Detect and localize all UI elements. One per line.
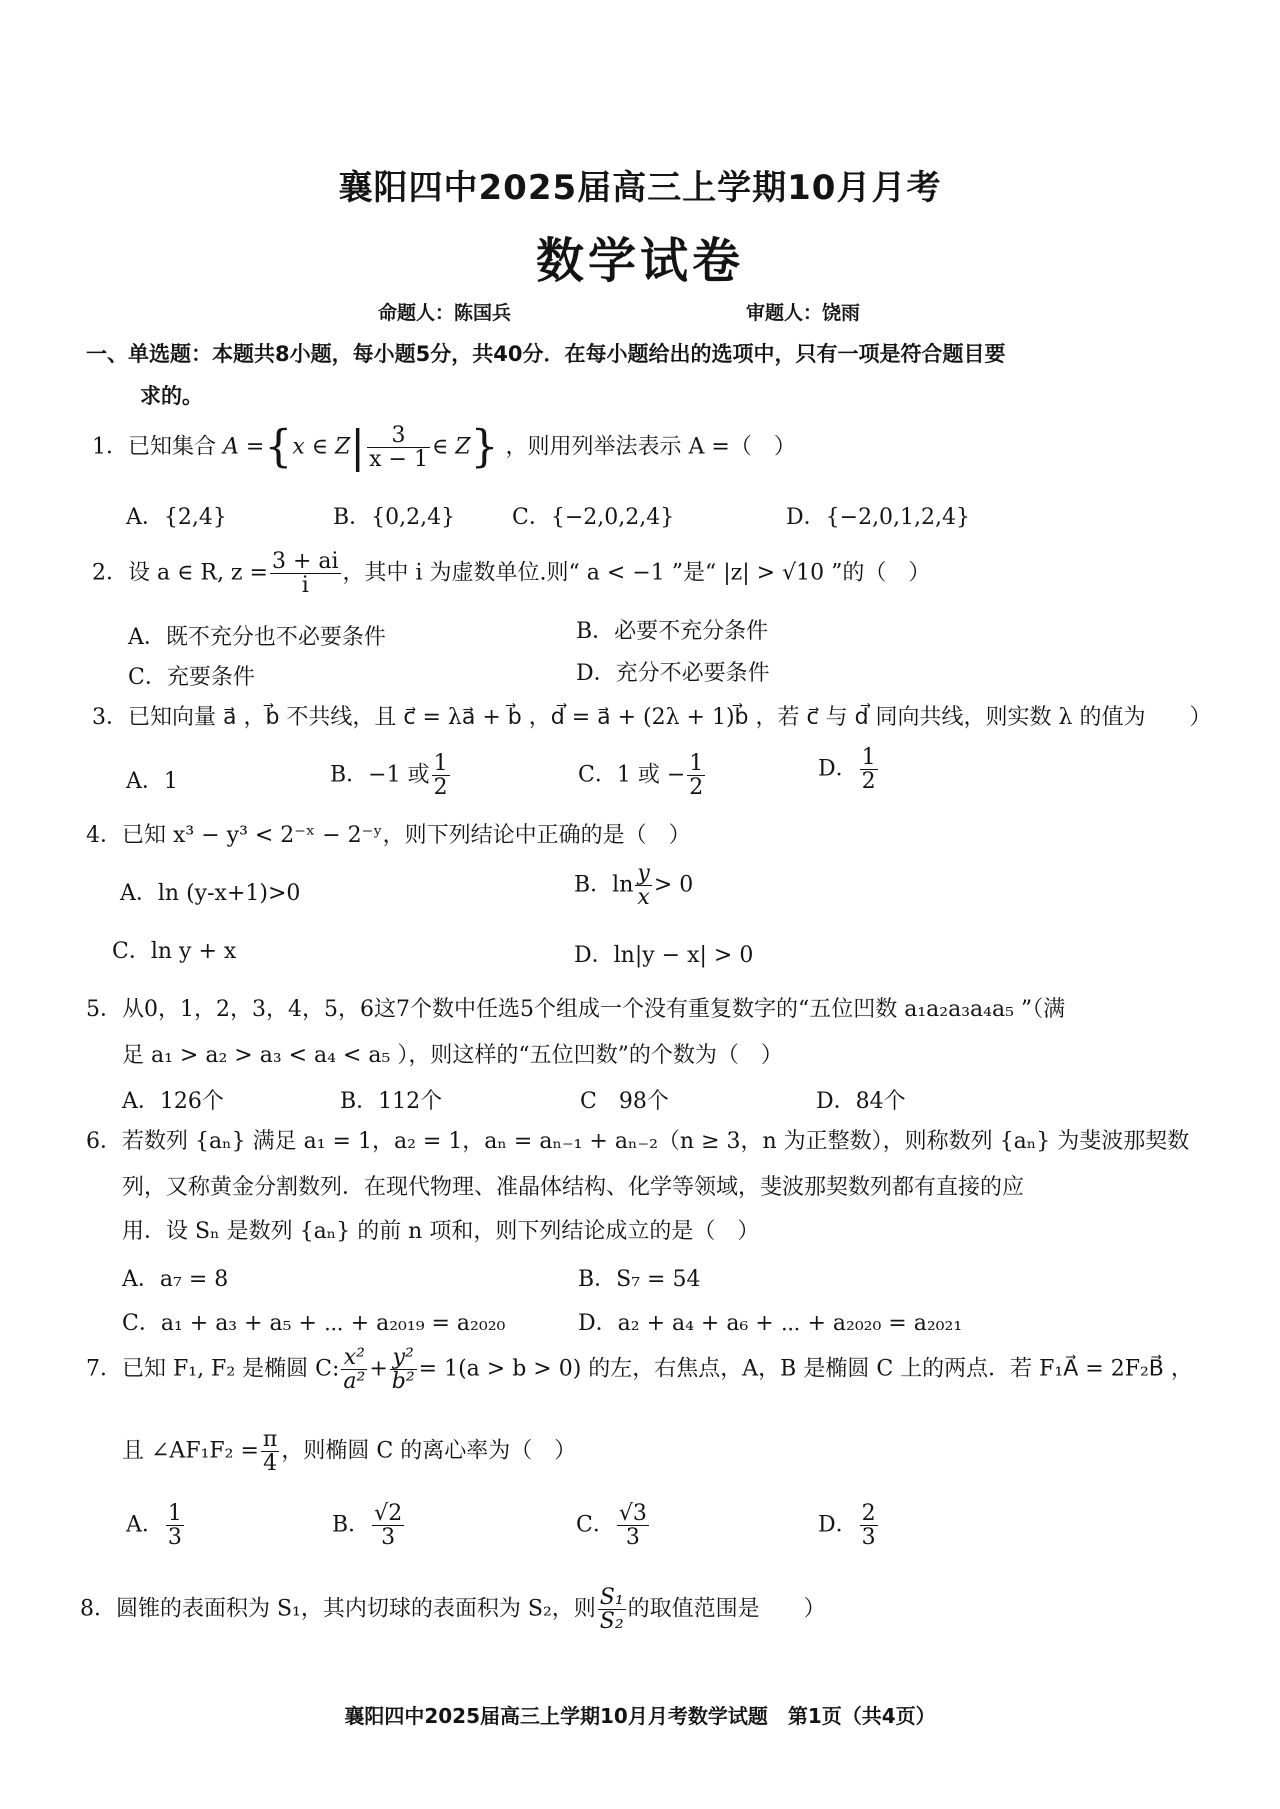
question-8: 8．圆锥的表面积为 S₁，其内切球的表面积为 S₂，则 $\frac{\text{S₁}}{\text{S₂}}$ 的取值范围是 ）	[80, 1585, 826, 1635]
q3-option-b: B．−1 或 $\frac{1}{2}$	[330, 751, 448, 801]
q1-option-a: A．{2,4}	[126, 505, 227, 530]
question-6-line3: 用．设 Sₙ 是数列 {aₙ} 的前 n 项和，则下列结论成立的是（ ）	[122, 1219, 760, 1244]
section-heading-line1: 一、单选题：本题共8小题，每小题5分，共40分．在每小题给出的选项中，只有一项是符合题目要	[86, 342, 1006, 366]
question-6-line2: 列，又称黄金分割数列．在现代物理、准晶体结构、化学等领域，斐波那契数列都有直接的应	[122, 1175, 1025, 1200]
q3-optb-fraction: $\frac{1}{2}$	[433, 751, 448, 801]
q6-option-d: D．a₂ + a₄ + a₆ + ⋯ + a₂₀₂₀ = a₂₀₂₁	[578, 1311, 963, 1336]
q2-fraction: $\frac{3 + ai}{i}$	[271, 549, 339, 599]
section-heading-line2: 求的。	[140, 384, 203, 408]
q4-option-a: A．ln (y-x+1)>0	[120, 881, 301, 906]
question-3: 3．已知向量 a⃗ ，b⃗ 不共线，且 c⃗ = λa⃗ + b⃗ ，d⃗ = a⃗ + (2λ + 1)b⃗ ，若 c⃗ 与 d⃗ 同向共线，则实数 λ 的值为 ）	[92, 705, 1212, 730]
q7-y-fraction: $\frac{\text{y²}}{\text{b²}}$	[391, 1345, 415, 1395]
q6-option-a: A．a₇ = 8	[122, 1267, 229, 1292]
q5-option-b: B．112个	[340, 1089, 443, 1114]
question-1: 1．已知集合 A ={x ∈ Z| $\frac{3}{x - 1}$ ∈ Z} ，则用列举法表示 A =（ ）	[92, 421, 796, 473]
q7-opta-fraction: $\frac{1}{3}$	[167, 1501, 182, 1551]
question-5-line1: 5．从0，1，2，3，4，5，6这7个数中任选5个组成一个没有重复数字的“五位凹数 a₁a₂a₃a₄a₅ ”（满	[86, 997, 1066, 1022]
q7-option-a: A． $\frac{1}{3}$	[126, 1501, 182, 1551]
q2-option-b: B．必要不充分条件	[576, 619, 769, 644]
q1-option-b: B．{0,2,4}	[333, 505, 456, 530]
q3-option-d: D． $\frac{1}{2}$	[818, 745, 876, 795]
question-4: 4．已知 x³ − y³ < 2⁻ˣ − 2⁻ʸ，则下列结论中正确的是（ ）	[86, 823, 691, 848]
q7-option-b: B． $\frac{√2}{3}$	[332, 1501, 403, 1551]
q3-optc-fraction: $\frac{1}{2}$	[689, 751, 704, 801]
author-label: 命题人：陈国兵	[378, 302, 512, 324]
question-2: 2．设 a ∈ R, z = $\frac{3 + ai}{i}$ ，其中 i 为虚数单位.则“ a < −1 ”是“ |z| > √10 ”的（ ）	[92, 549, 931, 599]
q4-optb-fraction: $\frac{y}{x}$	[637, 861, 650, 911]
q5-option-d: D．84个	[816, 1089, 906, 1114]
q6-option-b: B．S₇ = 54	[578, 1267, 701, 1292]
q3-option-a: A．1	[126, 769, 178, 794]
q4-option-c: C．ln y + x	[112, 939, 237, 964]
q2-option-c: C．充要条件	[128, 665, 255, 690]
q2-option-d: D．充分不必要条件	[576, 661, 770, 686]
q8-fraction: $\frac{\text{S₁}}{\text{S₂}}$	[599, 1585, 624, 1635]
q2-option-a: A．既不充分也不必要条件	[128, 625, 386, 650]
q5-option-c: C 98个	[580, 1089, 669, 1114]
q7-x-fraction: $\frac{\text{x²}}{\text{a²}}$	[343, 1345, 366, 1395]
q3-optd-fraction: $\frac{1}{2}$	[861, 745, 876, 795]
exam-title: 襄阳四中2025届高三上学期10月月考	[338, 168, 942, 208]
question-7-line1: 7．已知 F₁, F₂ 是椭圆 C: $\frac{\text{x²}}{\text{a²}}$ + $\frac{\text{y²}}{\text{b²}}$ = 1(a > b > 0) 的左，右焦点，A，B 是椭圆 C 上的两点．若 F₁A⃗ = 2F₂B⃗ ，	[86, 1345, 1193, 1395]
q7-option-d: D． $\frac{2}{3}$	[818, 1501, 876, 1551]
q1-option-d: D．{−2,0,1,2,4}	[786, 505, 971, 530]
q7-optb-fraction: $\frac{√2}{3}$	[374, 1501, 403, 1551]
q1-fraction: $\frac{3}{x - 1}$	[369, 423, 428, 473]
q5-option-a: A．126个	[122, 1089, 224, 1114]
q7-option-c: C． $\frac{√3}{3}$	[576, 1501, 647, 1551]
question-6-line1: 6．若数列 {aₙ} 满足 a₁ = 1，a₂ = 1，aₙ = aₙ₋₁ + aₙ₋₂（n ≥ 3，n 为正整数），则称数列 {aₙ} 为斐波那契数	[86, 1129, 1190, 1154]
q1-option-c: C．{−2,0,2,4}	[512, 505, 675, 530]
q7-optd-fraction: $\frac{2}{3}$	[861, 1501, 876, 1551]
page-footer: 襄阳四中2025届高三上学期10月月考数学试题 第1页（共4页）	[344, 1704, 936, 1728]
q7-angle-fraction: $\frac{\pi}{4}$	[262, 1427, 278, 1477]
q4-option-d: D．ln|y − x| > 0	[574, 943, 754, 968]
exam-subtitle: 数学试卷	[535, 233, 744, 289]
reviewer-label: 审题人：饶雨	[746, 302, 861, 324]
q4-option-b: B．ln $\frac{y}{x}$ > 0	[574, 861, 694, 911]
q7-optc-fraction: $\frac{√3}{3}$	[618, 1501, 647, 1551]
q3-option-c: C．1 或 − $\frac{1}{2}$	[578, 751, 704, 801]
q6-option-c: C．a₁ + a₃ + a₅ + ⋯ + a₂₀₁₉ = a₂₀₂₀	[122, 1311, 506, 1336]
question-7-line2: 且 ∠AF₁F₂ = $\frac{\pi}{4}$ ，则椭圆 C 的离心率为（ ）	[122, 1427, 577, 1477]
question-5-line2: 足 a₁ > a₂ > a₃ < a₄ < a₅ ），则这样的“五位凹数”的个数为（ ）	[122, 1043, 783, 1068]
